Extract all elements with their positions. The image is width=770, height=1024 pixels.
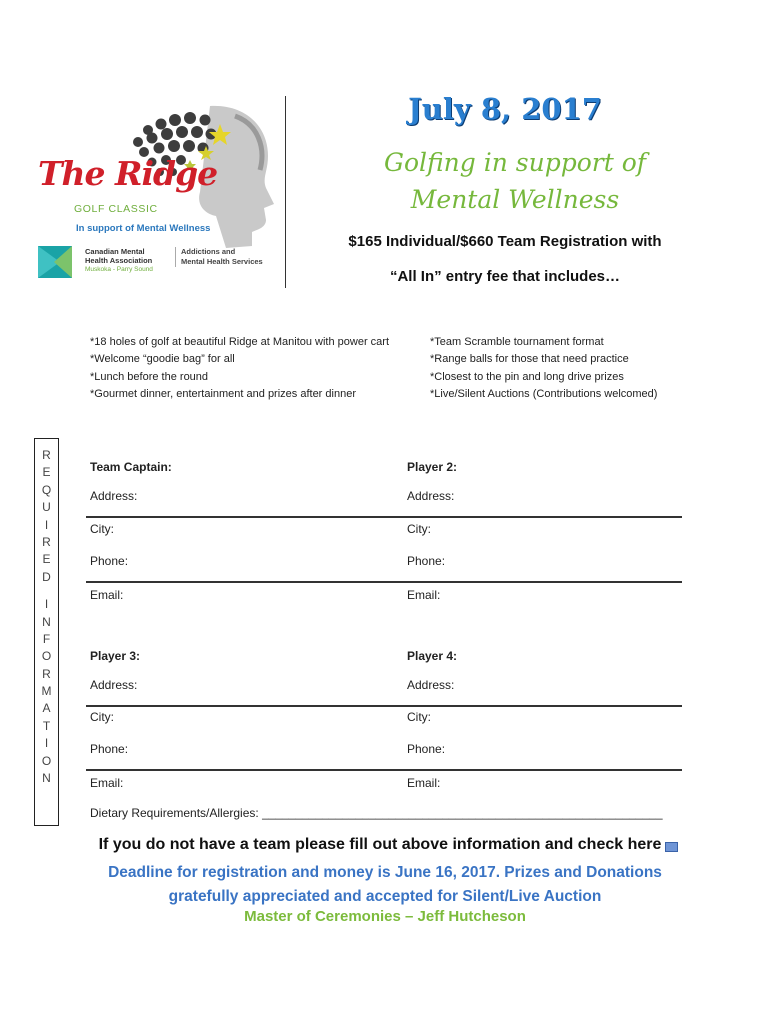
amhs-text — [175, 247, 263, 267]
player-2-phone-field[interactable]: Phone: — [407, 554, 446, 568]
side-letter: E — [42, 465, 51, 480]
side-letter: O — [41, 649, 52, 664]
player-4-label: Player 4: — [407, 649, 458, 663]
include-item: *Closest to the pin and long drive prizes — [430, 370, 624, 383]
cmha-region: Muskoka - Parry Sound — [85, 266, 153, 273]
player-2-city-field[interactable]: City: — [407, 522, 431, 536]
event-tagline — [330, 144, 700, 218]
player-4-city-field[interactable]: City: — [407, 710, 431, 724]
amhs-line: Mental Health Services — [181, 257, 263, 266]
player-3-phone-field[interactable]: Phone: — [90, 742, 129, 756]
side-letter-gap — [35, 586, 58, 596]
include-item: *Live/Silent Auctions (Contributions welcomed) — [430, 387, 658, 400]
no-team-note: If you do not have a team please fill out above information and check here — [98, 836, 662, 853]
captain-phone-field[interactable]: Phone: — [90, 554, 129, 568]
side-letter: A — [42, 701, 51, 716]
divider — [86, 516, 682, 518]
player-3-address-field[interactable]: Address: — [90, 678, 138, 692]
player-4-phone-field[interactable]: Phone: — [407, 742, 446, 756]
side-letter: I — [44, 597, 49, 612]
include-item: *Team Scramble tournament format — [430, 336, 604, 348]
side-letter: R — [42, 534, 51, 549]
player-2-address-field[interactable]: Address: — [407, 489, 455, 503]
cmha-text — [85, 247, 153, 274]
divider — [86, 705, 682, 707]
includes-left-list — [90, 334, 389, 403]
side-letter: N — [42, 614, 51, 629]
include-item: *Lunch before the round — [90, 370, 209, 383]
player-4-email-field[interactable]: Email: — [407, 776, 441, 790]
include-item: *Gourmet dinner, entertainment and prizes after dinner — [90, 387, 356, 400]
side-letter: I — [44, 517, 49, 532]
deadline-line: Deadline for registration and money is June 16, 2017. Prizes and Donations — [108, 864, 662, 881]
include-item: *Range balls for those that need practice — [430, 353, 629, 366]
side-letter: N — [42, 771, 51, 786]
player-3-label: Player 3: — [90, 649, 141, 663]
event-logo — [30, 96, 286, 288]
divider — [86, 769, 682, 771]
side-letter: O — [41, 753, 52, 768]
tagline-line: Mental Wellness — [410, 185, 620, 214]
tagline-line: Golfing in support of — [383, 148, 647, 177]
side-letter: F — [42, 631, 51, 646]
dietary-requirements-field[interactable]: Dietary Requirements/Allergies: ____________________________________________________________ — [90, 806, 663, 820]
player-2-label: Player 2: — [407, 460, 458, 474]
event-date: July 8, 2017 — [408, 92, 602, 126]
include-item: *Welcome “goodie bag” for all — [90, 353, 235, 366]
captain-address-field[interactable]: Address: — [90, 489, 138, 503]
team-captain-label: Team Captain: — [90, 460, 172, 474]
includes-right-list — [430, 334, 657, 403]
no-team-checkbox[interactable] — [665, 842, 678, 852]
price-line: $165 Individual/$660 Team Registration with — [348, 233, 662, 250]
logo-title: The Ridge — [38, 154, 218, 193]
captain-city-field[interactable]: City: — [90, 522, 114, 536]
divider — [86, 581, 682, 583]
side-letter: R — [42, 448, 51, 462]
logo-subtitle: GOLF CLASSIC — [74, 203, 158, 215]
side-letter: Q — [41, 482, 52, 497]
deadline-text — [60, 861, 710, 909]
player-2-email-field[interactable]: Email: — [407, 588, 441, 602]
entry-fee-line: “All In” entry fee that includes… — [389, 268, 621, 285]
master-of-ceremonies: Master of Ceremonies – Jeff Hutcheson — [244, 908, 526, 925]
side-letter: I — [44, 736, 49, 751]
player-3-email-field[interactable]: Email: — [90, 776, 124, 790]
include-item: *18 holes of golf at beautiful Ridge at Manitou with power cart — [90, 336, 390, 348]
side-letter: E — [42, 552, 51, 567]
amhs-line: Addictions and — [181, 247, 236, 256]
side-letter: R — [42, 666, 51, 681]
logo-tagline: In support of Mental Wellness — [76, 223, 211, 234]
player-4-address-field[interactable]: Address: — [407, 678, 455, 692]
player-3-city-field[interactable]: City: — [90, 710, 114, 724]
side-letter: M — [41, 684, 52, 699]
cmha-line: Health Association — [85, 256, 153, 265]
captain-email-field[interactable]: Email: — [90, 588, 124, 602]
cmha-line: Canadian Mental — [85, 247, 145, 256]
deadline-line: gratefully appreciated and accepted for Silent/Live Auction — [168, 888, 602, 905]
required-information-box — [34, 438, 59, 826]
side-letter: D — [42, 569, 51, 584]
side-letter: T — [42, 718, 51, 733]
side-letter: U — [42, 500, 51, 515]
